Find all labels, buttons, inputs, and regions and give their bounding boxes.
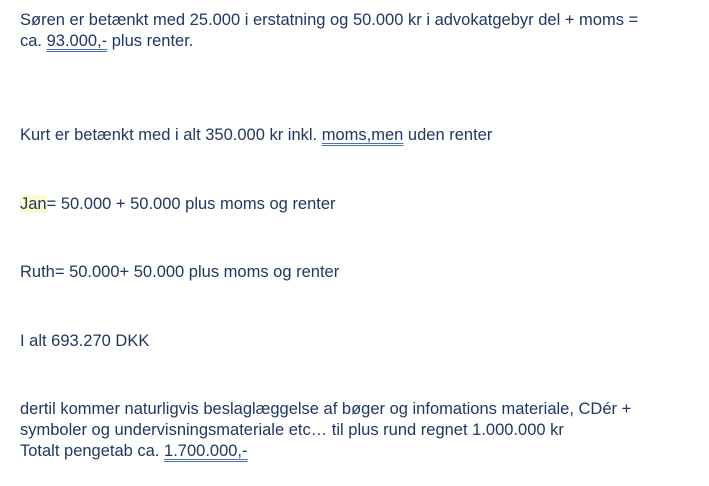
- paragraph-total: [20, 331, 149, 352]
- paragraph-extra: [20, 399, 631, 462]
- extra-line-3: [20, 441, 631, 462]
- paragraph-soren: [20, 10, 638, 52]
- soren-line-2-prefix: ca.: [20, 32, 47, 50]
- paragraph-ruth: [20, 262, 339, 283]
- paragraph-kurt: [20, 125, 492, 146]
- jan-name: Jan: [20, 195, 47, 213]
- soren-line-2: [20, 31, 638, 52]
- paragraph-jan: [20, 194, 336, 215]
- soren-line-1: Søren er betænkt med 25.000 i erstatning og 50.000 kr i advokatgebyr del + moms =: [20, 11, 639, 29]
- total-loss-amount: 1.700.000,-: [164, 442, 248, 460]
- extra-line-3-prefix: Totalt pengetab ca.: [20, 442, 165, 460]
- kurt-underlined: moms,men: [321, 126, 404, 144]
- soren-amount: 93.000,-: [46, 32, 108, 50]
- total-text: I alt 693.270 DKK: [20, 332, 150, 350]
- soren-line-2-suffix: plus renter.: [107, 32, 194, 50]
- extra-line-2: symboler og undervisningsmateriale etc… til plus rund regnet 1.000.000 kr: [20, 421, 564, 439]
- jan-rest: = 50.000 + 50.000 plus moms og renter: [46, 195, 336, 213]
- ruth-text: Ruth= 50.000+ 50.000 plus moms og renter: [20, 263, 340, 281]
- kurt-suffix: uden renter: [403, 126, 493, 144]
- kurt-prefix: Kurt er betænkt med i alt 350.000 kr inkl.: [20, 126, 322, 144]
- extra-line-1: dertil kommer naturligvis beslaglæggelse af bøger og infomations materiale, CDér +: [20, 400, 632, 418]
